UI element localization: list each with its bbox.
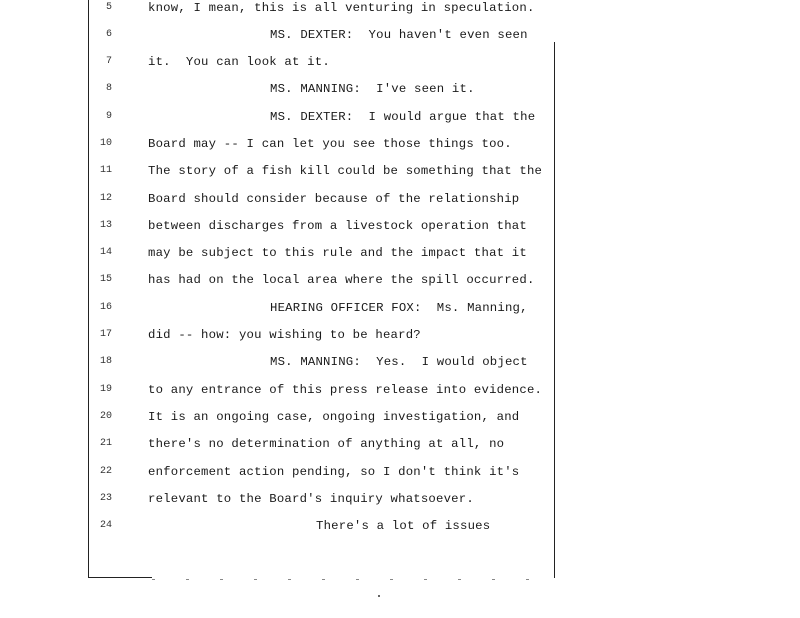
line-number: 21 — [99, 438, 112, 449]
line-number: 5 — [105, 2, 112, 13]
line-text: it. You can look at it. — [148, 55, 330, 69]
line-text: The story of a fish kill could be something that the — [148, 164, 543, 178]
line-number: 16 — [99, 302, 112, 313]
line-number: 7 — [105, 56, 112, 67]
line-text: Board should consider because of the relationship — [148, 192, 520, 206]
transcript-line — [0, 0, 560, 17]
transcript-line — [0, 162, 560, 180]
line-number: 18 — [99, 356, 112, 367]
transcript-line — [0, 517, 560, 535]
line-text: did -- how: you wishing to be heard? — [148, 328, 421, 342]
line-text: MS. DEXTER: I would argue that the — [270, 110, 536, 124]
transcript-line — [0, 135, 560, 153]
line-text: know, I mean, this is all venturing in speculation. — [148, 1, 535, 15]
transcript-line — [0, 108, 560, 126]
line-text: may be subject to this rule and the impact that it — [148, 246, 527, 260]
line-number: 24 — [99, 520, 112, 531]
transcript-line — [0, 381, 560, 399]
line-number: 13 — [99, 220, 112, 231]
scan-speck — [378, 595, 380, 597]
transcript-line — [0, 326, 560, 344]
transcript-line — [0, 490, 560, 508]
transcript-line — [0, 53, 560, 71]
line-number: 11 — [99, 165, 112, 176]
transcript-line — [0, 299, 560, 317]
transcript-line — [0, 408, 560, 426]
line-text: MS. MANNING: Yes. I would object — [270, 355, 528, 369]
line-number: 10 — [99, 138, 112, 149]
transcript-line — [0, 353, 560, 371]
line-text: has had on the local area where the spill occurred. — [148, 273, 535, 287]
line-text: MS. MANNING: I've seen it. — [270, 82, 475, 96]
line-number: 9 — [105, 111, 112, 122]
line-text: HEARING OFFICER FOX: Ms. Manning, — [270, 301, 528, 315]
transcript-line — [0, 190, 560, 208]
line-text: It is an ongoing case, ongoing investigation, and — [148, 410, 520, 424]
bottom-margin-rule — [88, 577, 152, 578]
transcript-line — [0, 244, 560, 262]
transcript-line — [0, 80, 560, 98]
line-number: 22 — [99, 466, 112, 477]
line-number: 8 — [105, 83, 112, 94]
line-number: 17 — [99, 329, 112, 340]
line-text: relevant to the Board's inquiry whatsoever. — [148, 492, 474, 506]
line-text: to any entrance of this press release into evidence. — [148, 383, 543, 397]
line-text: Board may -- I can let you see those things too. — [148, 137, 512, 151]
line-number: 19 — [99, 384, 112, 395]
line-text: There's a lot of issues — [316, 519, 491, 533]
transcript-line — [0, 463, 560, 481]
line-number: 6 — [105, 29, 112, 40]
line-number: 23 — [99, 493, 112, 504]
transcript-line — [0, 271, 560, 289]
line-number: 14 — [99, 247, 112, 258]
line-text: enforcement action pending, so I don't think it's — [148, 465, 520, 479]
line-text: between discharges from a livestock operation that — [148, 219, 527, 233]
line-text: MS. DEXTER: You haven't even seen — [270, 28, 528, 42]
line-number: 12 — [99, 193, 112, 204]
line-number: 20 — [99, 411, 112, 422]
transcript-line — [0, 217, 560, 235]
line-number: 15 — [99, 274, 112, 285]
bottom-scan-artifact — [152, 579, 552, 580]
transcript-line — [0, 435, 560, 453]
line-text: there's no determination of anything at all, no — [148, 437, 505, 451]
transcript-line — [0, 26, 560, 44]
